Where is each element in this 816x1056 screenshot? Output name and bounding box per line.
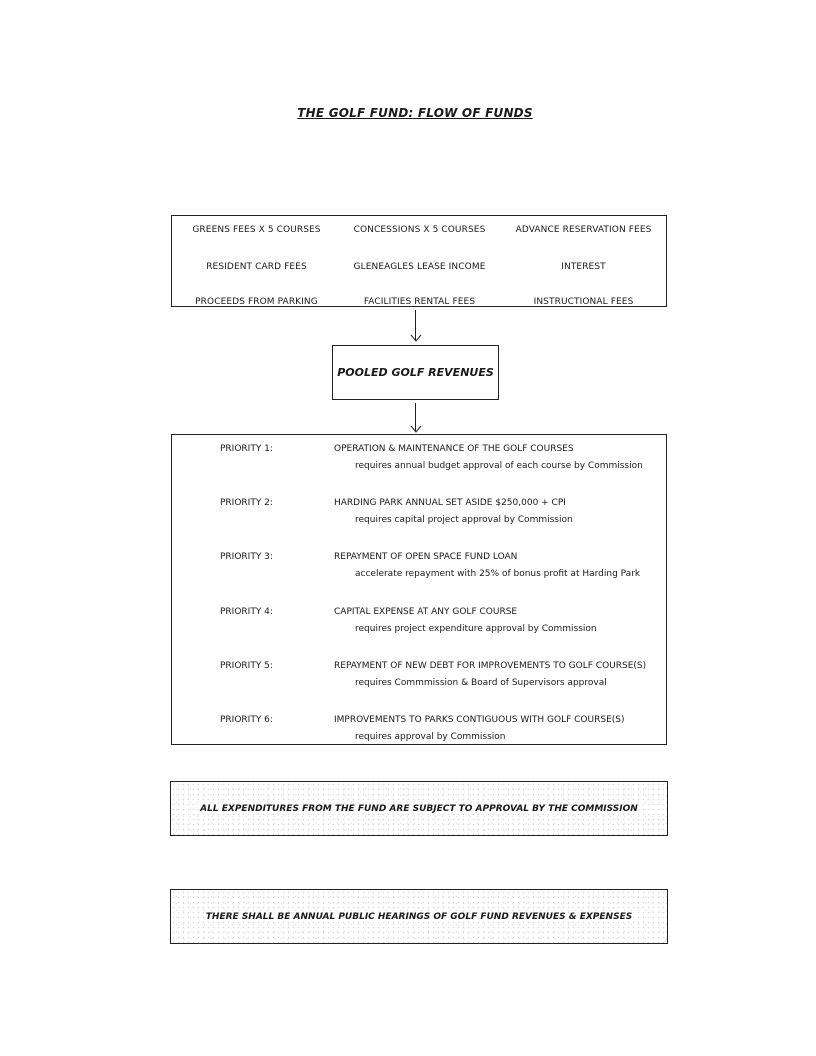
revenue-source-concessions: CONCESSIONS X 5 COURSES: [353, 225, 486, 235]
revenue-source-advance-reservation: ADVANCE RESERVATION FEES: [515, 225, 652, 235]
pooled-revenues-box: [332, 345, 499, 400]
priority-description: REPAYMENT OF NEW DEBT FOR IMPROVEMENTS TO GOLF COURSE(S): [334, 661, 647, 671]
pooled-revenues-label: POOLED GOLF REVENUES: [337, 366, 494, 379]
priority-requirement: requires approval by Commission: [355, 732, 506, 742]
arrow-down-icon: [410, 310, 422, 342]
revenue-source-facilities-rental: FACILITIES RENTAL FEES: [363, 297, 476, 307]
revenue-sources-box: [171, 215, 667, 307]
priority-label: PRIORITY 6:: [220, 715, 273, 725]
priority-label: PRIORITY 5:: [220, 661, 273, 671]
revenue-source-greens-fees: GREENS FEES X 5 COURSES: [192, 225, 321, 235]
priority-description: REPAYMENT OF OPEN SPACE FUND LOAN: [334, 552, 518, 562]
priority-label: PRIORITY 4:: [220, 607, 273, 617]
priority-requirement: requires Commmission & Board of Supervisors approval: [355, 678, 607, 688]
priority-description: CAPITAL EXPENSE AT ANY GOLF COURSE: [334, 607, 518, 617]
arrow-down-icon: [410, 403, 422, 433]
priority-label: PRIORITY 3:: [220, 552, 273, 562]
priority-description: OPERATION & MAINTENANCE OF THE GOLF COURSES: [334, 444, 574, 454]
priority-label: PRIORITY 1:: [220, 444, 273, 454]
revenue-source-parking: PROCEEDS FROM PARKING: [195, 297, 318, 307]
hearings-note-text: THERE SHALL BE ANNUAL PUBLIC HEARINGS OF GOLF FUND REVENUES & EXPENSES: [205, 911, 633, 922]
revenue-source-gleneagles-lease: GLENEAGLES LEASE INCOME: [353, 262, 486, 272]
approval-note-text: ALL EXPENDITURES FROM THE FUND ARE SUBJECT TO APPROVAL BY THE COMMISSION: [200, 803, 638, 814]
priority-requirement: requires capital project approval by Commission: [355, 515, 573, 525]
hearings-note-box: [170, 889, 668, 944]
priority-label: PRIORITY 2:: [220, 498, 273, 508]
priorities-box: [171, 434, 667, 745]
revenue-source-instructional: INSTRUCTIONAL FEES: [533, 297, 634, 307]
priority-requirement: requires annual budget approval of each course by Commission: [355, 461, 643, 471]
priority-requirement: requires project expenditure approval by Commission: [355, 624, 597, 634]
priority-description: HARDING PARK ANNUAL SET ASIDE $250,000 + CPI: [334, 498, 566, 508]
priority-description: IMPROVEMENTS TO PARKS CONTIGUOUS WITH GOLF COURSE(S): [334, 715, 625, 725]
revenue-source-interest: INTEREST: [561, 262, 606, 272]
page-title: THE GOLF FUND: FLOW OF FUNDS: [297, 106, 533, 120]
priority-requirement: accelerate repayment with 25% of bonus profit at Harding Park: [355, 569, 641, 579]
approval-note-box: [170, 781, 668, 836]
revenue-source-resident-card: RESIDENT CARD FEES: [206, 262, 307, 272]
